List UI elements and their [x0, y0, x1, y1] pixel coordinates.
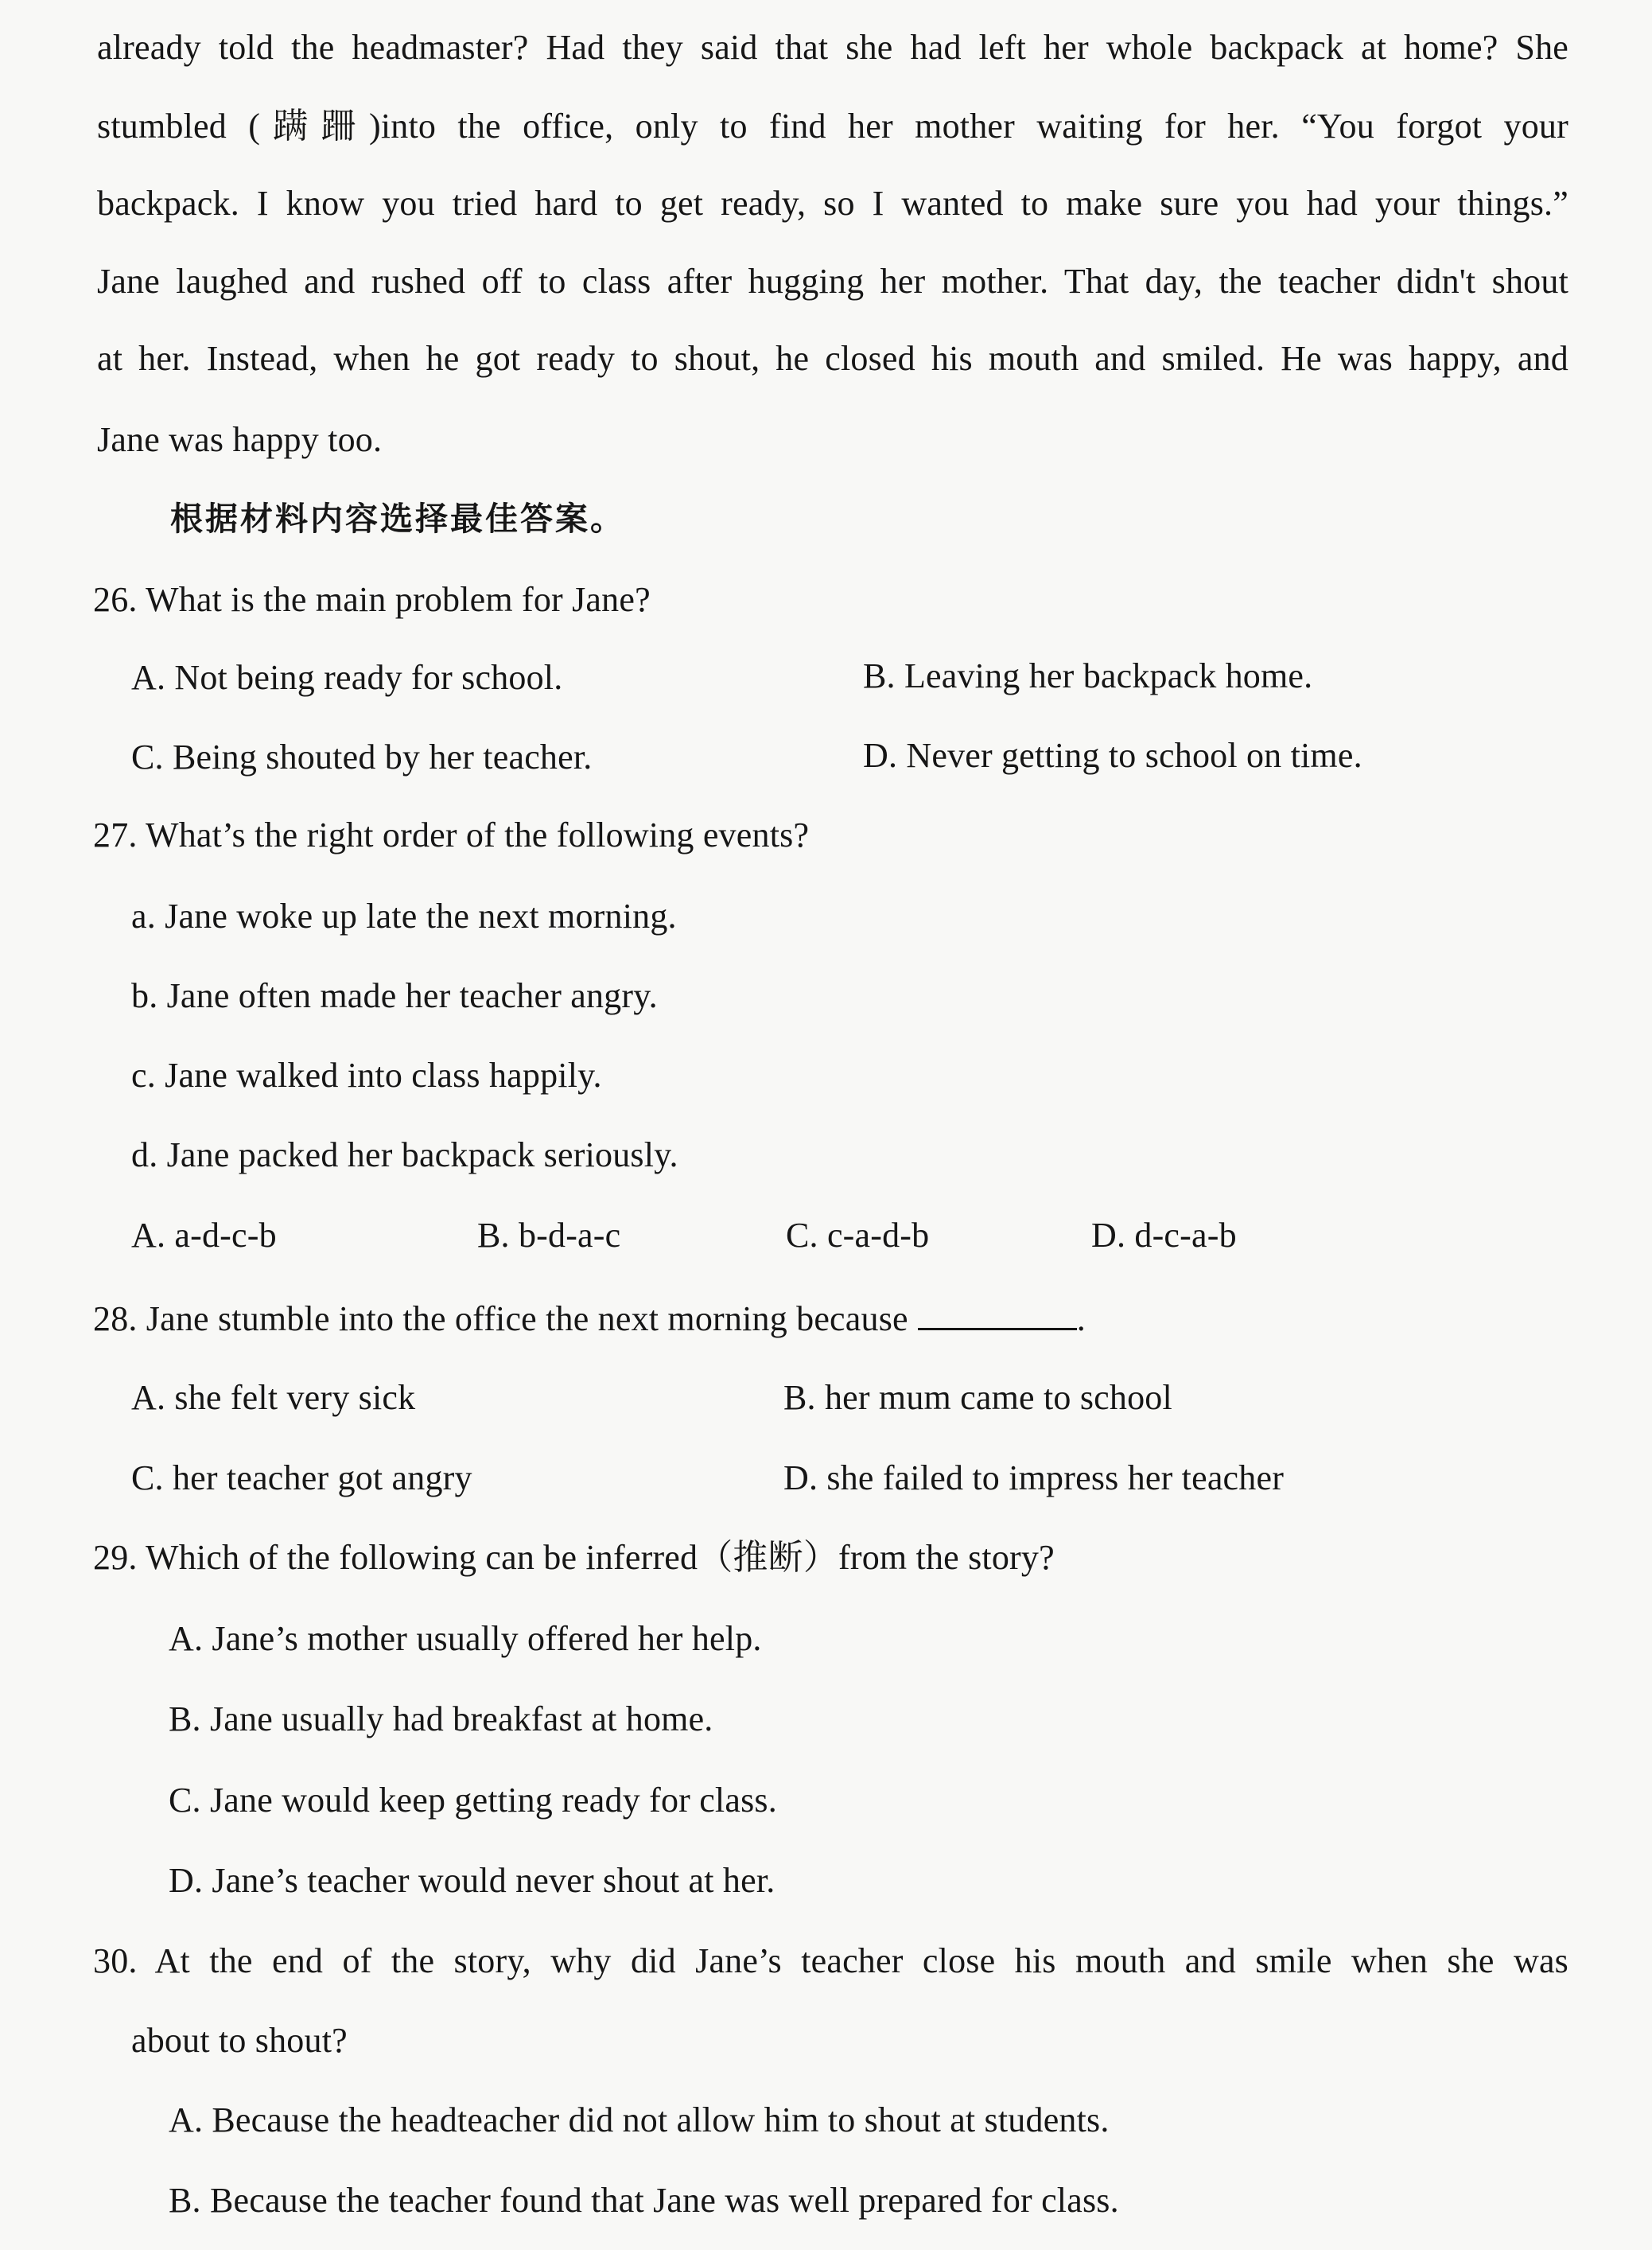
- question-28-stem: 28. Jane stumble into the office the next morning because: [93, 1299, 908, 1338]
- instruction: 根据材料内容选择最佳答案。: [170, 500, 625, 538]
- passage-line: at her. Instead, when he got ready to shout, he closed his mouth and smiled. He was happy, and: [97, 339, 1568, 378]
- question-30-option-b: B. Because the teacher found that Jane was well prepared for class.: [169, 2181, 1119, 2220]
- question-27-stem: 27. What’s the right order of the following events?: [93, 816, 810, 854]
- question-29-option-c: C. Jane would keep getting ready for class.: [169, 1781, 777, 1820]
- question-27-event-c: c. Jane walked into class happily.: [131, 1056, 602, 1095]
- question-27-option-b: B. b-d-a-c: [477, 1216, 621, 1255]
- question-29-option-d: D. Jane’s teacher would never shout at her.: [169, 1861, 775, 1900]
- question-28-option-a: A. she felt very sick: [131, 1378, 416, 1417]
- question-26-option-b: B. Leaving her backpack home.: [863, 656, 1313, 695]
- question-26-option-d: D. Never getting to school on time.: [863, 736, 1362, 775]
- passage-line: stumbled (蹒跚)into the office, only to find her mother waiting for her. “You forgot your: [97, 107, 1568, 146]
- passage-line: already told the headmaster? Had they said that she had left her whole backpack at home? She: [97, 28, 1568, 67]
- passage-line: backpack. I know you tried hard to get ready, so I wanted to make sure you had your things.”: [97, 184, 1568, 223]
- question-26-option-a: A. Not being ready for school.: [131, 658, 563, 697]
- question-28-option-c: C. her teacher got angry: [131, 1458, 472, 1497]
- question-30-stem-line-1: 30. At the end of the story, why did Jane’s teacher close his mouth and smile when she was: [93, 1941, 1568, 1980]
- question-27-event-d: d. Jane packed her backpack seriously.: [131, 1135, 678, 1174]
- question-27-event-b: b. Jane often made her teacher angry.: [131, 976, 658, 1015]
- question-26-option-c: C. Being shouted by her teacher.: [131, 738, 593, 777]
- question-28-option-b: B. her mum came to school: [783, 1378, 1172, 1417]
- question-29-option-a: A. Jane’s mother usually offered her help.: [169, 1619, 762, 1658]
- passage-line: Jane was happy too.: [97, 420, 383, 459]
- question-27-option-c: C. c-a-d-b: [786, 1216, 930, 1255]
- question-27-option-d: D. d-c-a-b: [1091, 1216, 1237, 1255]
- question-28-option-d: D. she failed to impress her teacher: [783, 1458, 1285, 1497]
- question-29-stem: 29. Which of the following can be inferred（推断）from the story?: [93, 1538, 1055, 1577]
- question-27-event-a: a. Jane woke up late the next morning.: [131, 897, 677, 936]
- question-30-option-a: A. Because the headteacher did not allow him to shout at students.: [169, 2100, 1110, 2139]
- question-26-stem: 26. What is the main problem for Jane?: [93, 580, 651, 619]
- passage-line: Jane laughed and rushed off to class after hugging her mother. That day, the teacher didn't shout: [97, 262, 1568, 301]
- question-28-stem-line: [93, 1293, 1086, 1343]
- question-27-option-a: A. a-d-c-b: [131, 1216, 277, 1255]
- answer-blank: [918, 1293, 1077, 1330]
- question-28-stem-end: .: [1076, 1299, 1086, 1338]
- question-29-option-b: B. Jane usually had breakfast at home.: [169, 1699, 713, 1738]
- question-30-stem-line-2: about to shout?: [131, 2021, 348, 2060]
